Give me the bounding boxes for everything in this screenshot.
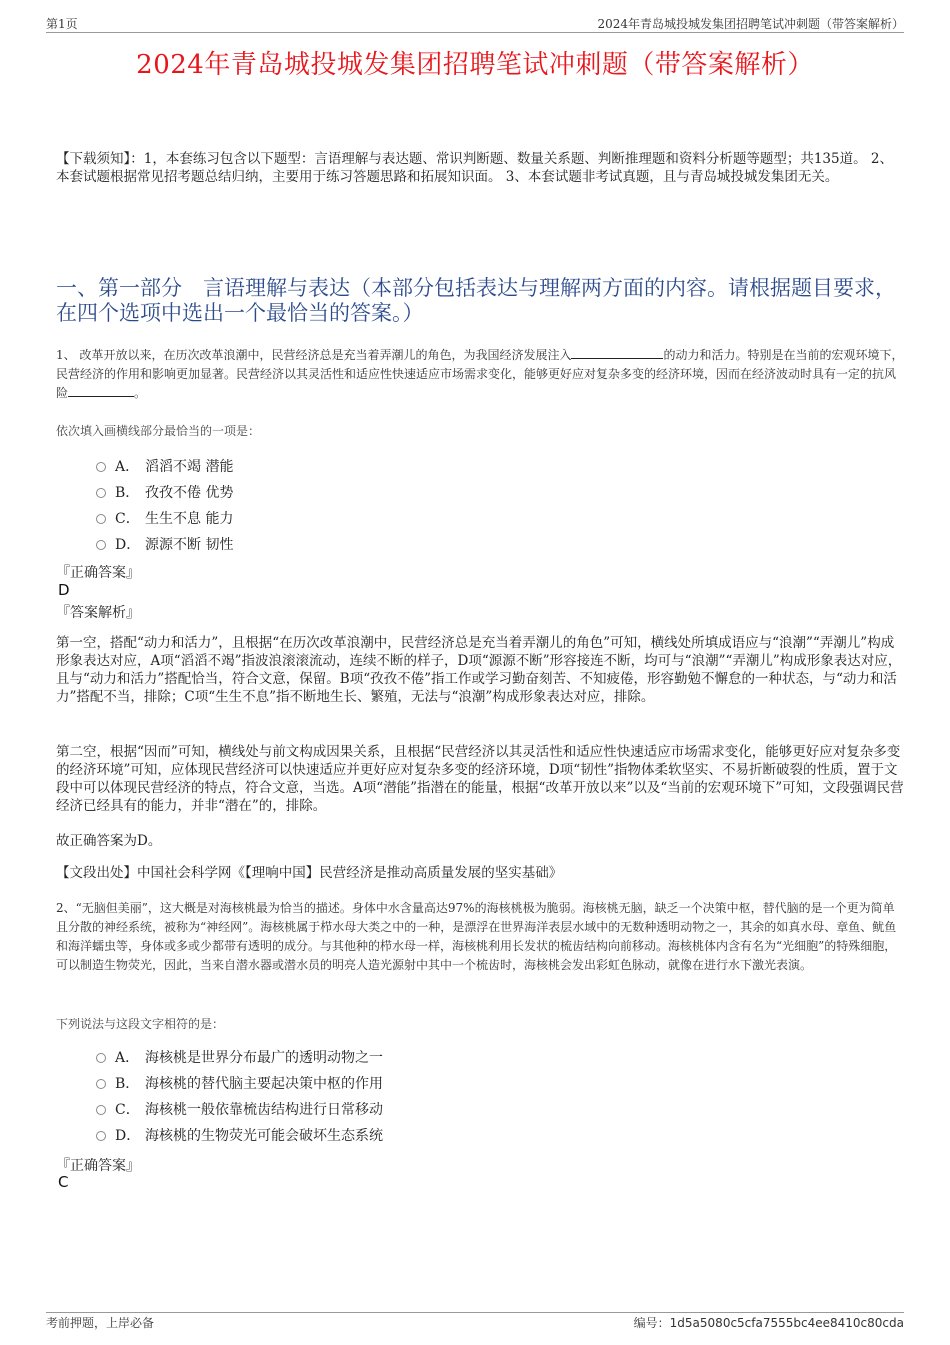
header-doc-title: 2024年青岛城投城发集团招聘笔试冲刺题（带答案解析） bbox=[597, 17, 904, 31]
q2-option-c[interactable]: C． 海核桃一般依靠梳齿结构进行日常移动 bbox=[96, 1096, 383, 1122]
section-heading-verbal: 一、第一部分 言语理解与表达（本部分包括表达与理解两方面的内容。请根据题目要求，在四个选项中选出一个最恰当的答案。） bbox=[56, 276, 896, 325]
q1-analysis-label: 『答案解析』 bbox=[56, 605, 140, 621]
q2-answer: C bbox=[58, 1173, 69, 1191]
radio-icon[interactable] bbox=[96, 462, 106, 472]
q1-prompt: 依次填入画横线部分最恰当的一项是： bbox=[56, 424, 261, 438]
page-header bbox=[46, 14, 904, 33]
document-title: 2024年青岛城投城发集团招聘笔试冲刺题（带答案解析） bbox=[136, 50, 814, 80]
q1-text-b: 的动力和活力。特别是在当前的宏观环境下，民营经济的作用和影响更加显著。民营经济以其灵活性和适应性快速适应市场需求变化，能够更好应对复杂多变的经济环境，因而在经济波动时具有一定的抗风险 bbox=[56, 348, 904, 400]
q2-option-b[interactable]: B． 海核桃的替代脑主要起决策中枢的作用 bbox=[96, 1070, 383, 1096]
q1-blank-2 bbox=[68, 384, 134, 397]
q1-source: 【文段出处】中国社会科学网《【理响中国】民营经济是推动高质量发展的坚实基础》 bbox=[56, 865, 563, 881]
q2-option-a[interactable]: A． 海核桃是世界分布最广的透明动物之一 bbox=[96, 1044, 383, 1070]
q2-options bbox=[96, 1044, 383, 1148]
q1-option-a[interactable]: A． 滔滔不竭 潜能 bbox=[96, 453, 233, 479]
q1-analysis-paragraph-2: 第二空，根据“因而”可知，横线处与前文构成因果关系，且根据“民营经济以其灵活性和适应性快速适应市场需求变化，能够更好应对复杂多变的经济环境”可知，应体现民营经济可以快速适应并更好应对复杂多变的经济环境，D项“韧性”指物体柔软坚实、不易折断破裂的性质，置于文段中可以体现民营经济的特点，符合文意，当选。A项“潜能”指潜在的能量，根据“改革开放以来”以及“当前的宏观环境下”可知，文段强调民营经济已经具有的能力，并非“潜在”的，排除。 bbox=[56, 744, 904, 814]
q1-option-b[interactable]: B． 孜孜不倦 优势 bbox=[96, 479, 233, 505]
q1-conclusion: 故正确答案为D。 bbox=[56, 833, 162, 849]
radio-icon[interactable] bbox=[96, 1079, 106, 1089]
radio-icon[interactable] bbox=[96, 1053, 106, 1063]
q1-blank-1 bbox=[571, 346, 663, 359]
header-page-number: 第1页 bbox=[46, 17, 78, 31]
q2-answer-label: 『正确答案』 bbox=[56, 1158, 140, 1174]
q1-analysis-paragraph-1: 第一空，搭配“动力和活力”，且根据“在历次改革浪潮中，民营经济总是充当着弄潮儿的角色”可知，横线处所填成语应与“浪潮”“弄潮儿”构成形象表达对应，A项“滔滔不竭”指波浪滚滚流动，连续不断的样子，D项“源源不断”形容接连不断，均可与“浪潮”“弄潮儿”构成形象表达对应，且与“动力和活力”搭配恰当，符合文意，保留。B项“孜孜不倦”指工作或学习勤奋刻苦、不知疲倦，形容勤勉不懈怠的一种状态，与“动力和活力”搭配不当，排除；C项“生生不息”指不断地生长、繁殖，无法与“浪潮”构成形象表达对应，排除。 bbox=[56, 635, 902, 705]
q2-option-d[interactable]: D． 海核桃的生物荧光可能会破坏生态系统 bbox=[96, 1122, 383, 1148]
radio-icon[interactable] bbox=[96, 1131, 106, 1141]
page-footer bbox=[46, 1312, 904, 1331]
radio-icon[interactable] bbox=[96, 514, 106, 524]
radio-icon[interactable] bbox=[96, 488, 106, 498]
q1-options bbox=[96, 453, 233, 557]
q1-text-c: 。 bbox=[134, 386, 147, 400]
q1-option-d[interactable]: D． 源源不断 韧性 bbox=[96, 531, 233, 557]
q1-answer: D bbox=[58, 581, 70, 599]
footer-code: 编号：1d5a5080c5cfa7555bc4ee8410c80cda bbox=[633, 1316, 904, 1330]
radio-icon[interactable] bbox=[96, 1105, 106, 1115]
radio-icon[interactable] bbox=[96, 540, 106, 550]
q1-text-a: 1、 改革开放以来，在历次改革浪潮中，民营经济总是充当着弄潮儿的角色，为我国经济发展注入 bbox=[56, 348, 572, 362]
question-2-text: 2、“无脑但美丽”，这大概是对海核桃最为恰当的描述。身体中水含量高达97%的海核桃极为脆弱。海核桃无脑，缺乏一个决策中枢，替代脑的是一个更为简单且分散的神经系统，被称为“神经网”。海核桃属于栉水母大类之中的一种，是漂浮在世界海洋表层水域中的无数种透明动物之一，其余的如真水母、章鱼、鱿鱼和海洋蠕虫等，身体或多或少都带有透明的成分。与其他种的栉水母一样，海核桃利用长发状的梳齿结构向前移动。海核桃体内含有名为“光细胞”的特殊细胞，可以制造生物荧光，因此，当来自潜水器或潜水员的明亮人造光源射中其中一个梳齿时，海核桃会发出彩虹色脉动，就像在进行水下激光表演。 bbox=[56, 901, 897, 972]
footer-slogan: 考前押题，上岸必备 bbox=[46, 1316, 155, 1330]
download-notice: 【下载须知】：1，本套练习包含以下题型：言语理解与表达题、常识判断题、数量关系题、判断推理题和资料分析题等题型；共135道。 2、本套试题根据常见招考题总结归纳，主要用于练习答题思路和拓展知识面。 3、本套试题非考试真题，且与青岛城投城发集团无关。 bbox=[56, 151, 893, 185]
q1-answer-label: 『正确答案』 bbox=[56, 565, 140, 581]
q1-option-c[interactable]: C． 生生不息 能力 bbox=[96, 505, 233, 531]
question-1-text bbox=[56, 346, 904, 403]
q2-prompt: 下列说法与这段文字相符的是： bbox=[56, 1017, 225, 1031]
